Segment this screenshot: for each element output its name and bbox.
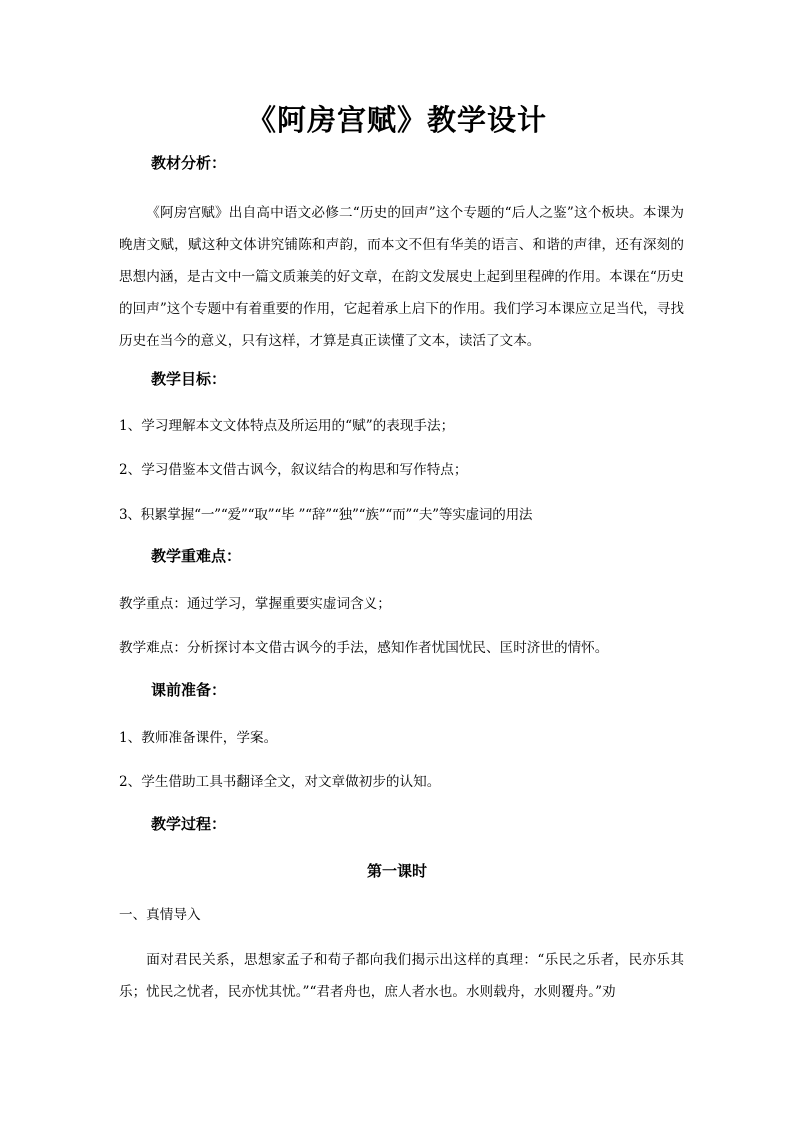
process-paragraph: 面对君民关系，思想家孟子和荀子都向我们揭示出这样的真理：“乐民之乐者，民亦乐其乐；忧民之忧者，民亦忧其忧。”“君者舟也，庶人者水也。水则载舟，水则覆舟。”劝 <box>119 952 684 1000</box>
preparation-item-2: 2、学生借助工具书翻译全文，对文章做初步的认知。 <box>119 774 441 790</box>
heading-key-points: 教学重难点： <box>151 547 242 565</box>
key-point-item: 教学重点：通过学习，掌握重要实虚词含义； <box>119 596 391 612</box>
goal-item-3: 3、积累掌握“一”“爱”“取”“毕 ”“辞”“独”“族”“而”“夫”等实虚词的用法 <box>119 507 533 523</box>
step-title: 一、真情导入 <box>119 907 201 923</box>
analysis-paragraph: 《阿房宫赋》出自高中语文必修二“历史的回声”这个专题的“后人之鉴”这个板块。本课为晚唐文赋，赋这种文体讲究铺陈和声韵，而本文不但有华美的语言、和谐的声律，还有深刻的思想内涵，是古文中一篇文质兼美的好文章，在韵文发展史上起到里程碑的作用。本课在“历史的回声”这个专题中有着重要的作用，它起着承上启下的作用。我们学习本课应立足当代，寻找历史在当今的意义，只有这样，才算是真正读懂了文本，读活了文本。 <box>119 205 684 349</box>
heading-analysis: 教材分析： <box>151 154 227 172</box>
heading-preparation: 课前准备： <box>151 681 227 699</box>
goal-item-1: 1、学习理解本文文体特点及所运用的“赋”的表现手法； <box>119 418 455 434</box>
heading-process: 教学过程： <box>151 815 227 833</box>
heading-goals: 教学目标： <box>151 370 227 388</box>
difficulty-point-item: 教学难点：分析探讨本文借古讽今的手法，感知作者忧国忧民、匡时济世的情怀。 <box>119 640 609 656</box>
document-title: 《阿房宫赋》教学设计 <box>246 103 547 137</box>
preparation-item-1: 1、教师准备课件，学案。 <box>119 730 278 746</box>
goal-item-2: 2、学习借鉴本文借古讽今，叙议结合的构思和写作特点； <box>119 462 468 478</box>
lesson-title: 第一课时 <box>366 862 427 880</box>
